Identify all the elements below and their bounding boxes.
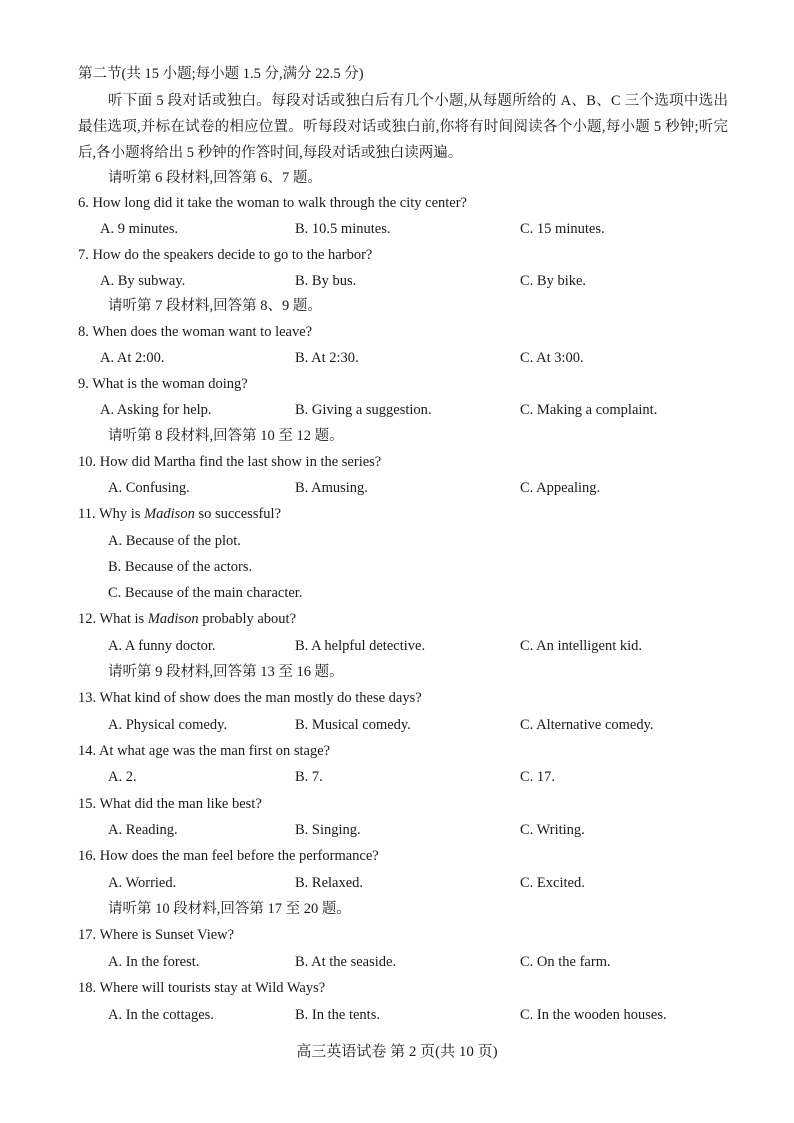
q14-option-b: B. 7. [295,769,323,785]
question-text-start: Why is [98,506,145,522]
q8-option-b: B. At 2:30. [295,350,359,366]
q7-option-a: A. By subway. [100,273,186,289]
listening-instruction-9: 请听第 9 段材料,回答第 13 至 16 题。 [108,664,344,680]
q6-option-b: B. 10.5 minutes. [295,221,391,237]
question-number: 9. [78,376,89,392]
q17-option-b: B. At the seaside. [295,954,397,970]
q18-option-a: A. In the cottages. [108,1007,214,1023]
q10-option-a: A. Confusing. [108,480,190,496]
listening-instruction-6: 请听第 6 段材料,回答第 6、7 题。 [108,170,322,186]
question-number: 18. [78,980,97,996]
q8-option-c: C. At 3:00. [520,350,584,366]
question-text: Where will tourists stay at Wild Ways? [99,980,326,996]
question-9 [78,374,248,394]
q15-option-b: B. Singing. [295,822,361,838]
q15-option-c: C. Writing. [520,822,585,838]
listening-instruction-7: 请听第 7 段材料,回答第 8、9 题。 [108,298,322,314]
question-number: 15. [78,796,97,812]
question-number: 11. [78,506,96,522]
q7-option-c: C. By bike. [520,273,587,289]
q14-option-c: C. 17. [520,769,556,785]
q8-option-a: A. At 2:00. [100,350,165,366]
section-instructions: 听下面 5 段对话或独白。每段对话或独白后有几个小题,从每题所给的 A、B、C 三个选项中选出最佳选项,并标在试卷的相应位置。听每段对话或独白前,你将有时间阅读各个小题,每小题 5 秒钟;听完后,各小题将给出 5 秒钟的作答时间,每段对话或独白读两遍。 [78,93,728,161]
question-18 [78,978,325,998]
question-14 [78,741,330,761]
q9-option-b: B. Giving a suggestion. [295,402,432,418]
q16-option-b: B. Relaxed. [295,875,364,891]
question-text: At what age was the man first on stage? [98,743,331,759]
show-title: Madison [144,506,195,522]
question-text: What is the woman doing? [92,376,248,392]
question-13 [78,688,422,708]
q9-option-a: A. Asking for help. [100,402,212,418]
q13-option-a: A. Physical comedy. [108,717,228,733]
question-16 [78,846,379,866]
question-number: 12. [78,611,97,627]
q17-option-a: A. In the forest. [108,954,200,970]
listening-instruction-8: 请听第 8 段材料,回答第 10 至 12 题。 [108,428,344,444]
question-number: 6. [78,195,89,211]
question-number: 16. [78,848,97,864]
question-text-end: probably about? [198,611,297,627]
question-number: 17. [78,927,97,943]
question-6 [78,193,467,213]
question-text: How long did it take the woman to walk through the city center? [92,195,467,211]
q14-option-a: A. 2. [108,769,137,785]
question-15 [78,794,262,814]
q6-option-a: A. 9 minutes. [100,221,179,237]
question-text: What did the man like best? [99,796,262,812]
q12-option-a: A. A funny doctor. [108,638,216,654]
q10-option-b: B. Amusing. [295,480,368,496]
question-text: How does the man feel before the performance? [99,848,379,864]
q11-option-b: B. Because of the actors. [108,559,253,575]
section-title: 第二节(共 15 小题;每小题 1.5 分,满分 22.5 分) [78,66,364,82]
question-text-start: What is [99,611,148,627]
question-17 [78,925,234,945]
q7-option-b: B. By bus. [295,273,357,289]
question-number: 8. [78,324,89,340]
question-number: 10. [78,454,97,470]
question-text: Where is Sunset View? [99,927,235,943]
q15-option-a: A. Reading. [108,822,178,838]
question-12 [78,609,296,629]
question-text: How do the speakers decide to go to the harbor? [92,247,373,263]
question-7 [78,245,372,265]
question-text: What kind of show does the man mostly do these days? [99,690,422,706]
q11-option-a: A. Because of the plot. [108,533,241,549]
q12-option-b: B. A helpful detective. [295,638,426,654]
q11-option-c: C. Because of the main character. [108,585,303,601]
q13-option-c: C. Alternative comedy. [520,717,654,733]
q6-option-c: C. 15 minutes. [520,221,605,237]
q16-option-a: A. Worried. [108,875,177,891]
q13-option-b: B. Musical comedy. [295,717,411,733]
q18-option-b: B. In the tents. [295,1007,380,1023]
question-text-end: so successful? [194,506,281,522]
question-number: 14. [78,743,97,759]
q16-option-c: C. Excited. [520,875,585,891]
page-footer: 高三英语试卷 第 2 页(共 10 页) [296,1044,498,1060]
show-title: Madison [147,611,199,627]
listening-instruction-10: 请听第 10 段材料,回答第 17 至 20 题。 [108,901,351,917]
question-number: 7. [78,247,89,263]
q9-option-c: C. Making a complaint. [520,402,658,418]
q12-option-c: C. An intelligent kid. [520,638,643,654]
question-text: When does the woman want to leave? [92,324,313,340]
q10-option-c: C. Appealing. [520,480,601,496]
q17-option-c: C. On the farm. [520,954,611,970]
question-10 [78,452,381,472]
question-11 [78,504,281,524]
question-8 [78,322,312,342]
question-text: How did Martha find the last show in the series? [99,454,382,470]
q18-option-c: C. In the wooden houses. [520,1007,667,1023]
question-number: 13. [78,690,97,706]
